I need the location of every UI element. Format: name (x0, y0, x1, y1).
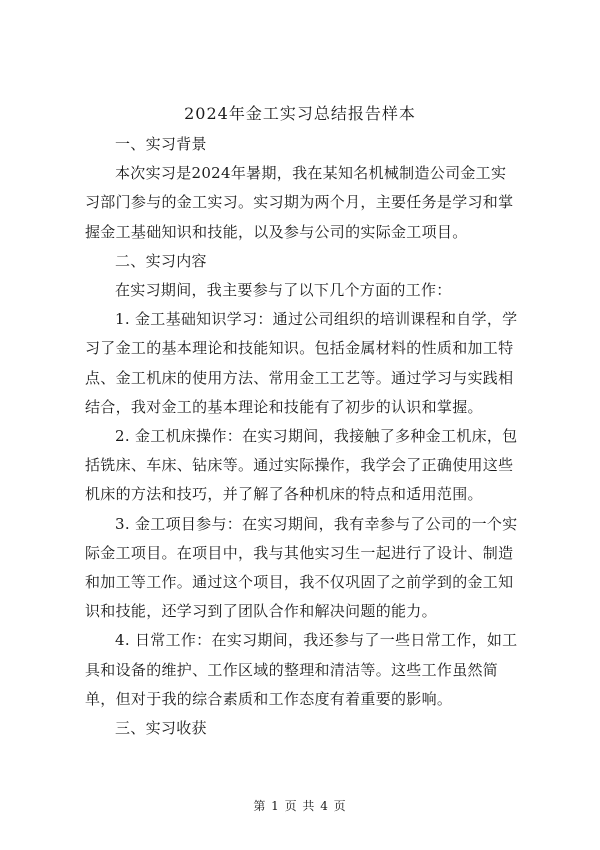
content-item-2: 2. 金工机床操作：在实习期间，我接触了多种金工机床，包括铣床、车床、钻床等。通过实际操作，我学会了正确使用这些机床的方法和技巧，并了解了各种机床的特点和适用范围。 (85, 427, 518, 504)
document-body (85, 130, 519, 743)
section-heading-gains: 三、实习收获 (115, 719, 207, 738)
content-item-3: 3. 金工项目参与：在实习期间，我有幸参与了公司的一个实际金工项目。在项目中，我与其他实习生一起进行了设计、制造和加工等工作。通过这个项目，我不仅巩固了之前学到的金工知识和技能，还学习到了团队合作和解决问题的能力。 (85, 514, 518, 621)
content-item-4: 4. 日常工作：在实习期间，我还参与了一些日常工作，如工具和设备的维护、工作区域的整理和清洁等。这些工作虽然简单，但对于我的综合素质和工作态度有着重要的影响。 (85, 631, 518, 708)
page-footer (0, 797, 600, 814)
section-heading-background: 一、实习背景 (115, 135, 207, 153)
background-paragraph: 本次实习是2024年暑期，我在某知名机械制造公司金工实习部门参与的金工实习。实习期为两个月，主要任务是学习和掌握金工基础知识和技能，以及参与公司的实际金工项目。 (85, 164, 514, 241)
content-intro-paragraph: 在实习期间，我主要参与了以下几个方面的工作： (115, 281, 452, 300)
document-title: 2024年金工实习总结报告样本 (184, 104, 416, 123)
content-item-1: 1. 金工基础知识学习：通过公司组织的培训课程和自学，学习了金工的基本理论和技能知识。包括金属材料的性质和加工特点、金工机床的使用方法、常用金工工艺等。通过学习与实践相结合，我对金工的基本理论和技能有了初步的认识和掌握。 (85, 310, 518, 416)
section-heading-content: 二、实习内容 (115, 251, 207, 270)
page-number-label: 第 1 页 共 4 页 (253, 799, 347, 813)
